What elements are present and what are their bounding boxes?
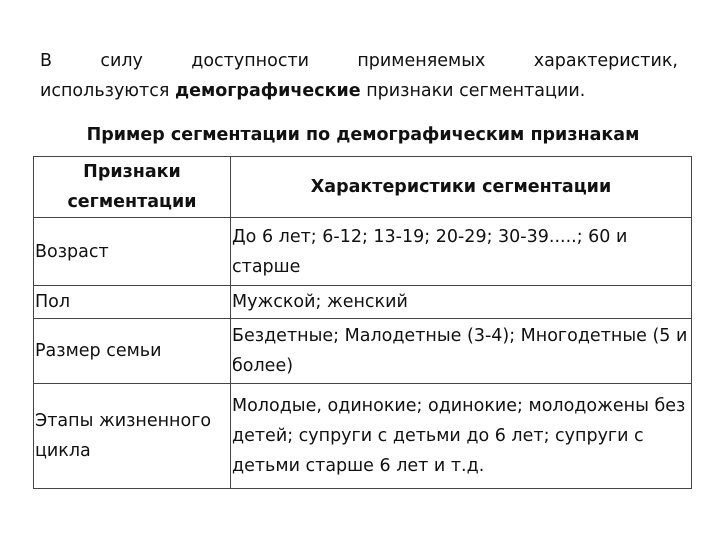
intro-emphasis: демографические (174, 81, 361, 101)
table-row (34, 218, 692, 286)
intro-line-2 (40, 76, 678, 106)
table-row (34, 319, 692, 384)
table-row (34, 286, 692, 319)
table-header-row (34, 157, 692, 218)
intro-word: силу (100, 51, 143, 71)
intro-text: признаки сегментации. (360, 81, 586, 101)
header-characteristics: Характеристики сегментации (231, 157, 692, 218)
intro-word: доступности (191, 51, 310, 71)
table-row (34, 384, 692, 489)
header-attribute: Признаки сегментации (34, 157, 231, 218)
cell-attribute: Пол (34, 286, 231, 319)
cell-characteristics: Бездетные; Малодетные (3-4); Многодетные (5 и более) (231, 319, 692, 384)
intro-word: характеристик, (533, 51, 678, 71)
cell-characteristics: Молодые, одинокие; одинокие; молодожены без детей; супруги с детьми до 6 лет; супруги с детьми старше 6 лет и т.д. (231, 384, 692, 489)
intro-line-1 (40, 46, 678, 76)
segmentation-table (33, 156, 692, 489)
cell-characteristics: До 6 лет; 6-12; 13-19; 20-29; 30-39.....; 60 и старше (231, 218, 692, 286)
table-caption: Пример сегментации по демографическим признакам (86, 125, 640, 145)
intro-word: В (40, 51, 53, 71)
intro-word: применяемых (357, 51, 486, 71)
cell-attribute: Размер семьи (34, 319, 231, 384)
cell-characteristics: Мужской; женский (231, 286, 692, 319)
intro-paragraph (40, 46, 678, 106)
intro-text: используются (40, 81, 175, 101)
cell-attribute: Возраст (34, 218, 231, 286)
cell-attribute: Этапы жизненного цикла (34, 384, 231, 489)
